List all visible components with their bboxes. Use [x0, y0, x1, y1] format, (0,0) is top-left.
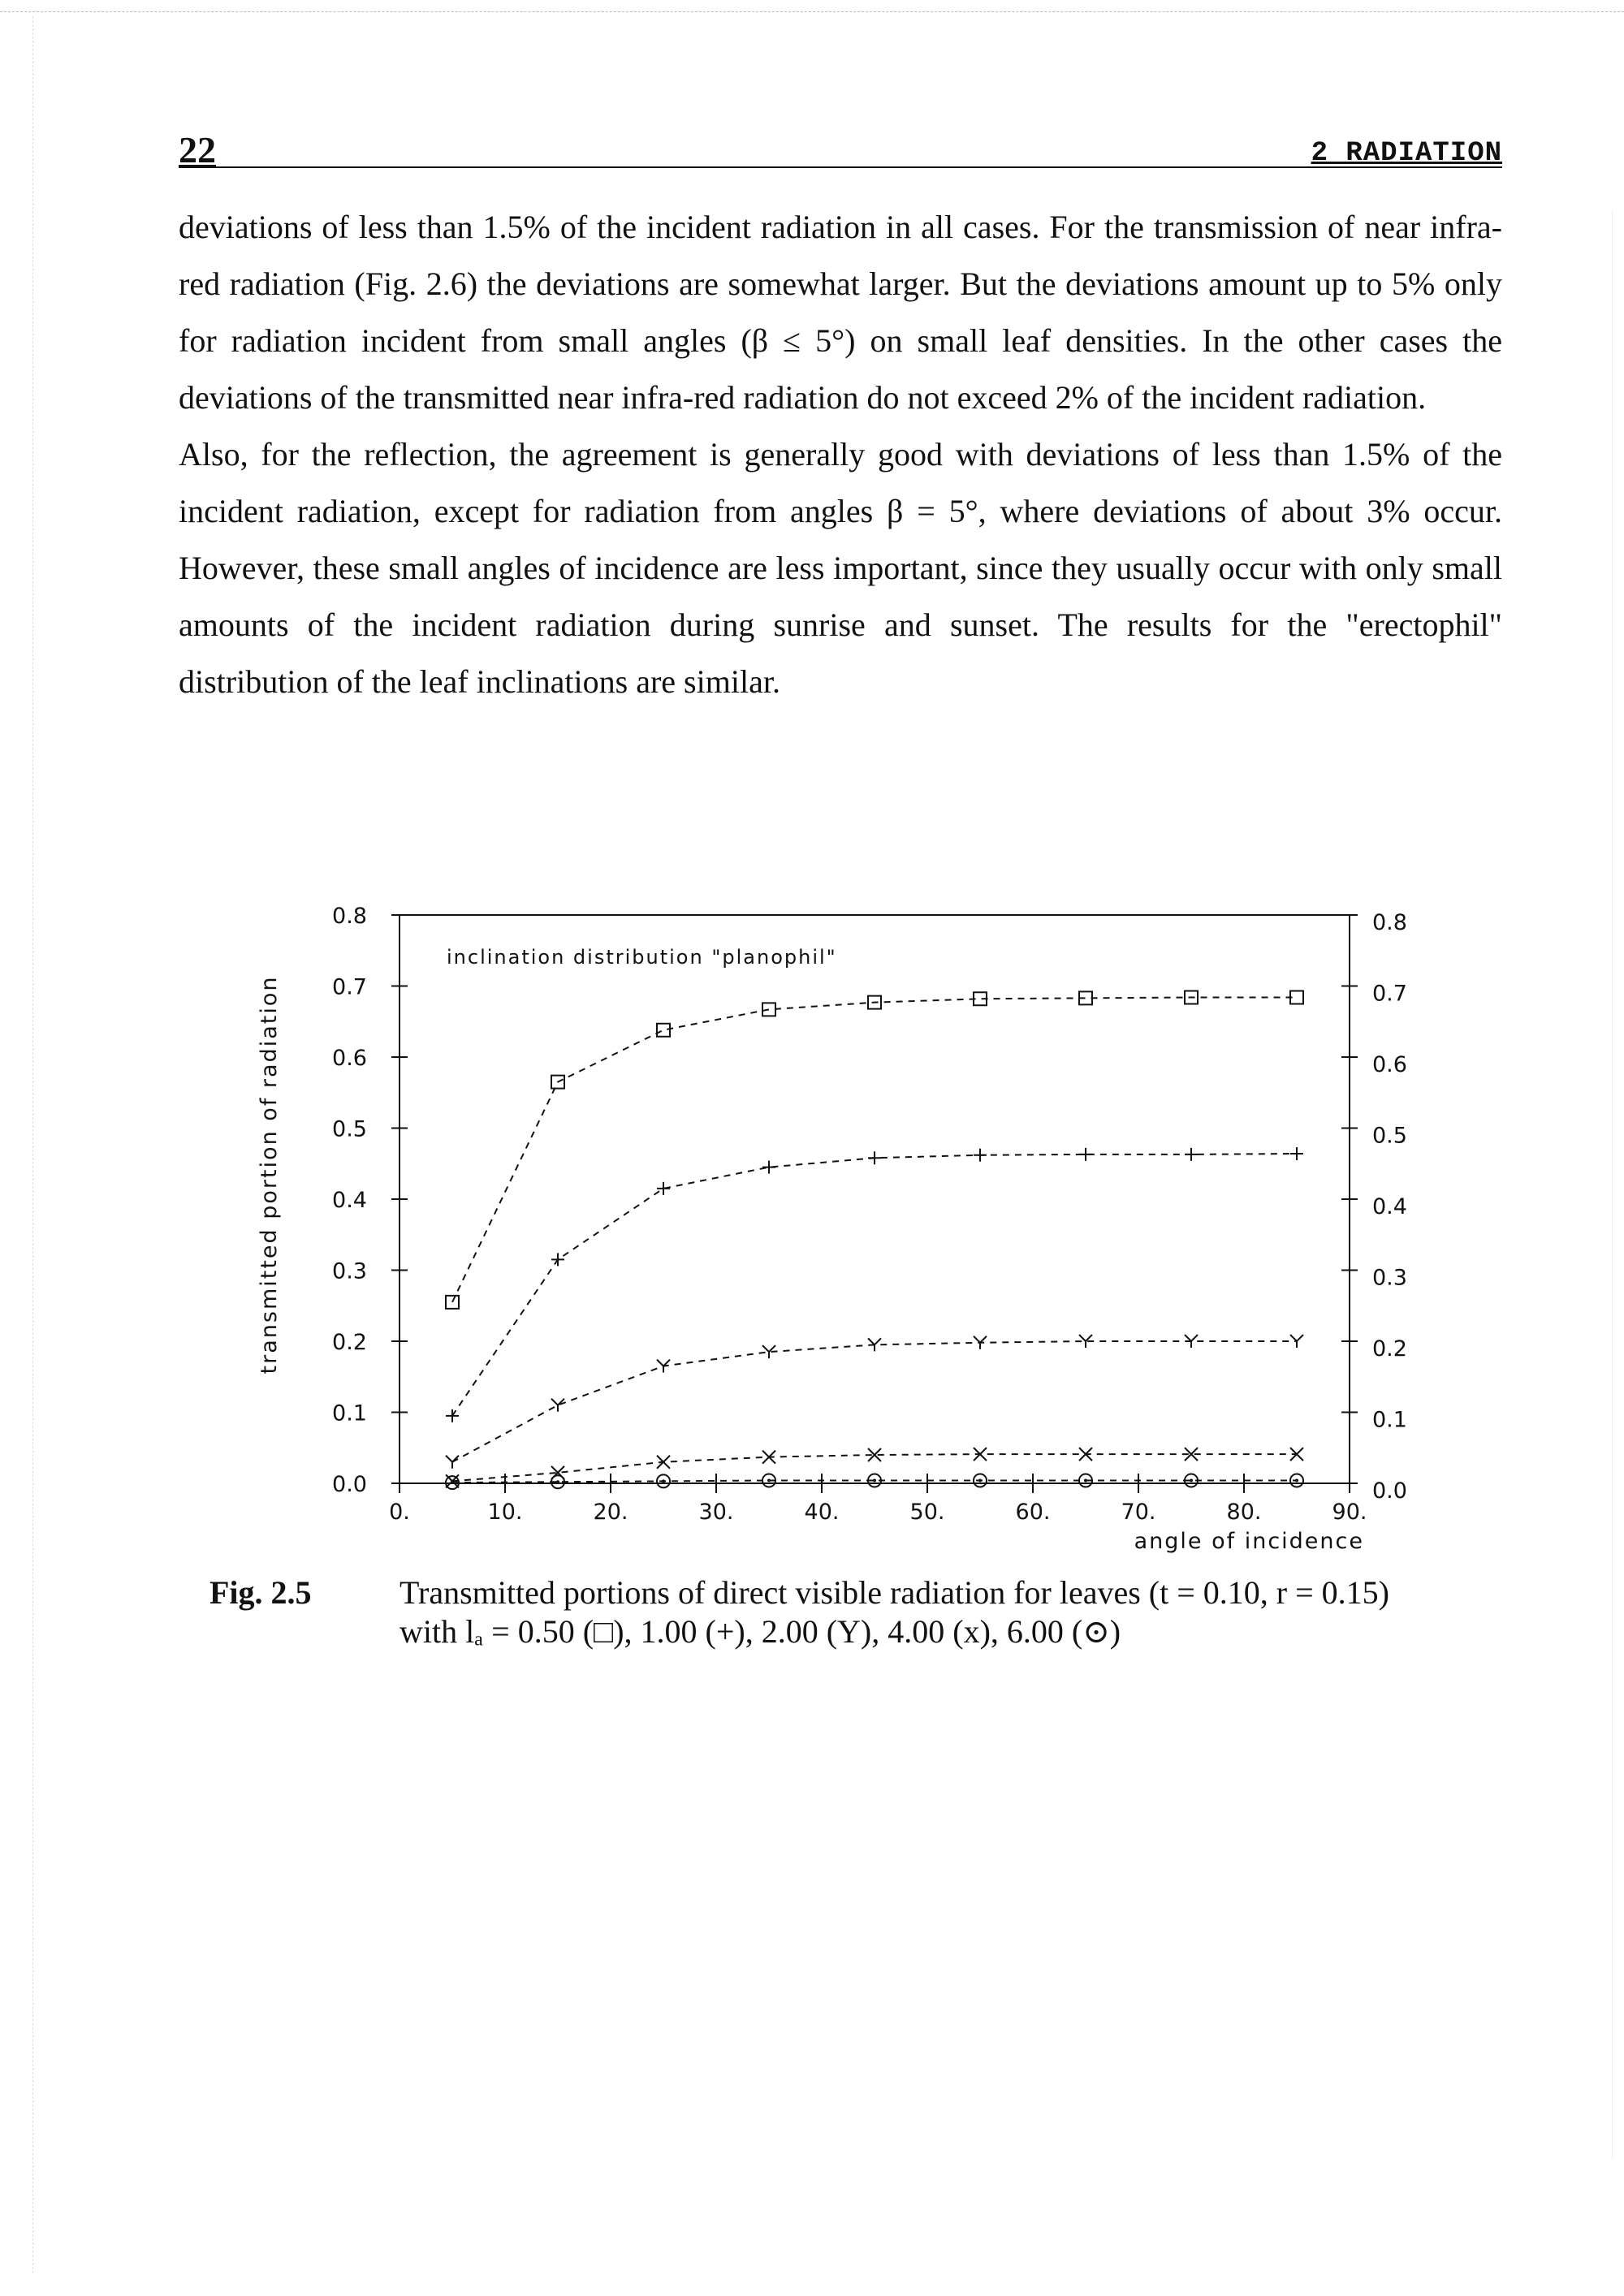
data-point-plus: [1185, 1148, 1198, 1161]
data-point-plus: [868, 1151, 881, 1164]
x-tick-label: 0.: [389, 1500, 410, 1525]
y-tick-label-left: 0.5: [332, 1116, 367, 1142]
y-tick-label-left: 0.3: [332, 1258, 367, 1284]
data-point-plus: [551, 1253, 564, 1266]
x-tick-label: 80.: [1226, 1500, 1262, 1525]
y-tick-label-right: 0.8: [1372, 910, 1407, 935]
x-tick-label: 10.: [487, 1500, 523, 1525]
figure-caption: [400, 1573, 1536, 1651]
paragraph: Also, for the reflection, the agreement is generally good with deviations of less than 1.5% of the incident radiation, except for radiation from angles β = 5°, where deviations of about 3% occur. However, these small angles of incidence are less important, since they usually occur with only small amounts of the incident radiation during sunrise and sunset. The results for the "erectophil" distribution of the leaf inclinations are similar.: [179, 436, 1502, 700]
x-tick-label: 50.: [909, 1500, 945, 1525]
caption-line: Transmitted portions of direct visible radiation for leaves (t = 0.10, r = 0.15): [400, 1574, 1389, 1611]
data-point-circle-center: [1084, 1479, 1087, 1482]
y-tick-label-right: 0.1: [1372, 1407, 1407, 1433]
data-point-plus: [446, 1409, 459, 1422]
header-rule: [179, 166, 1502, 168]
y-tick-label-right: 0.6: [1372, 1052, 1407, 1077]
data-point-square: [657, 1024, 670, 1037]
data-point-circle-center: [662, 1479, 665, 1482]
x-tick-label: 60.: [1015, 1500, 1051, 1525]
paragraph: deviations of less than 1.5% of the incident radiation in all cases. For the transmission of near infra-red radiation (Fig. 2.6) the deviations are somewhat larger. But the deviations amount up to 5% only for radiation incident from small angles (β ≤ 5°) on small leaf densities. In the other cases the deviations of the transmitted near infra-red radiation do not exceed 2% of the incident radiation.: [179, 209, 1502, 416]
scan-border-left: [32, 16, 33, 2273]
data-point-plus: [762, 1161, 775, 1174]
page-number: 22: [179, 129, 216, 170]
caption-line: with lₐ = 0.50 (□), 1.00 (+), 2.00 (Y), 4.00 (x), 6.00 (⊙): [400, 1613, 1121, 1650]
y-tick-label-right: 0.4: [1372, 1194, 1407, 1219]
data-point-circle-center: [451, 1481, 454, 1484]
data-point-circle-center: [873, 1479, 876, 1482]
data-point-plus: [657, 1182, 670, 1195]
data-point-plus: [1079, 1148, 1092, 1161]
series-line-4.00: [452, 1454, 1297, 1481]
plot-frame: [400, 915, 1350, 1483]
data-point-plus: [1290, 1147, 1303, 1160]
y-tick-label-right: 0.7: [1372, 981, 1407, 1007]
x-tick-label: 20.: [593, 1500, 628, 1525]
series-line-1.00: [452, 1154, 1297, 1416]
y-tick-label-left: 0.7: [332, 974, 367, 1000]
y-tick-label-right: 0.3: [1372, 1265, 1407, 1291]
scan-border-top: [0, 11, 1624, 12]
running-head: 2 RADIATION: [1311, 138, 1502, 169]
figure-chart: [244, 897, 1462, 1595]
data-point-y: [974, 1336, 987, 1349]
figure-label: Fig. 2.5: [209, 1574, 312, 1611]
series-line-2.00: [452, 1341, 1297, 1462]
y-tick-label-left: 0.6: [332, 1046, 367, 1071]
data-point-circle-center: [767, 1479, 771, 1482]
data-point-y: [1290, 1335, 1303, 1348]
y-tick-label-right: 0.5: [1372, 1123, 1407, 1149]
scan-border-right: [1612, 211, 1613, 2160]
x-tick-label: 30.: [698, 1500, 734, 1525]
x-axis-label: angle of incidence: [1134, 1529, 1364, 1554]
chart-svg: [244, 897, 1462, 1595]
data-point-y: [446, 1456, 459, 1469]
y-tick-label-left: 0.8: [332, 904, 367, 929]
data-point-circle-center: [1190, 1479, 1193, 1482]
y-tick-label-left: 0.2: [332, 1330, 367, 1355]
data-point-circle-center: [556, 1480, 559, 1483]
data-point-circle-center: [978, 1479, 982, 1482]
chart-title: inclination distribution "planophil": [447, 946, 837, 969]
data-point-square: [762, 1003, 775, 1016]
x-tick-label: 90.: [1332, 1500, 1367, 1525]
y-tick-label-left: 0.0: [332, 1472, 367, 1497]
y-tick-label-left: 0.1: [332, 1400, 367, 1426]
y-tick-label-right: 0.2: [1372, 1336, 1407, 1362]
body-text: [179, 199, 1502, 710]
data-point-circle-center: [1295, 1479, 1298, 1482]
y-axis-label: transmitted portion of radiation: [257, 975, 282, 1375]
data-point-y: [551, 1399, 564, 1412]
y-tick-label-left: 0.4: [332, 1188, 367, 1213]
series-line-0.50: [452, 998, 1297, 1302]
y-tick-label-right: 0.0: [1372, 1478, 1407, 1504]
data-point-plus: [974, 1149, 987, 1162]
x-tick-label: 40.: [804, 1500, 840, 1525]
x-tick-label: 70.: [1121, 1500, 1156, 1525]
